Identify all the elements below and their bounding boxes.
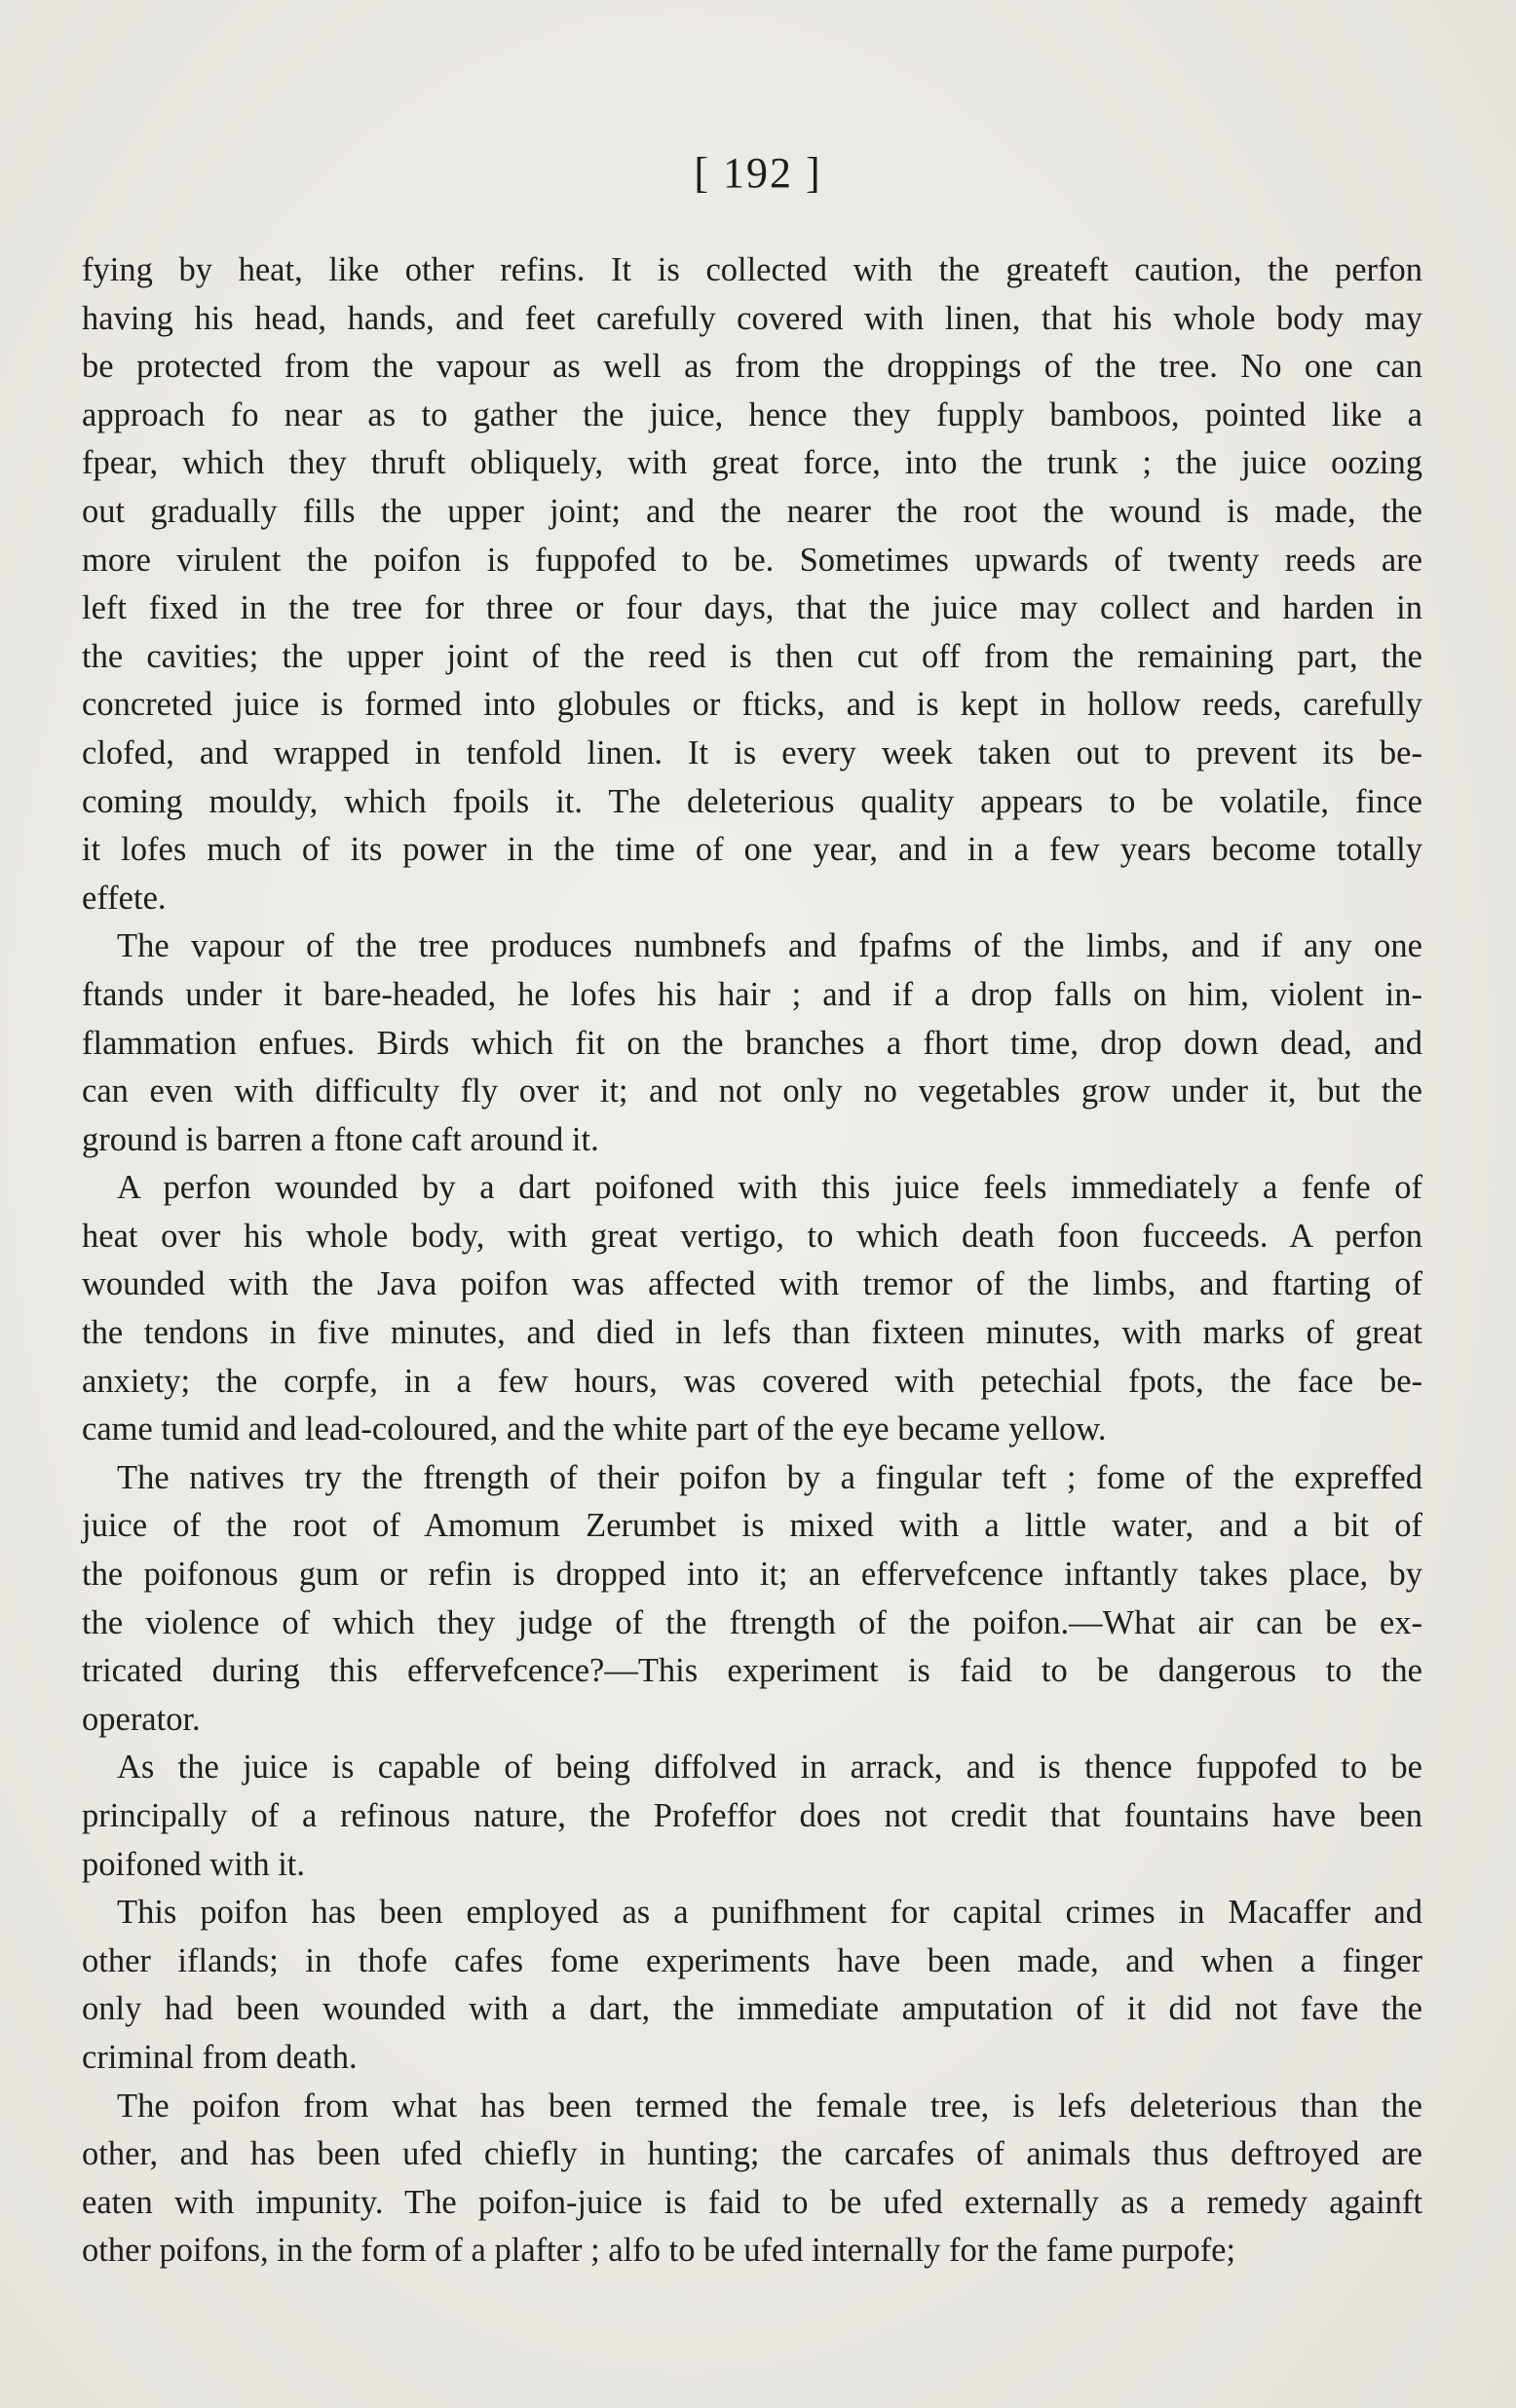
paragraph <box>82 1744 1422 1889</box>
text-line: only had been wounded with a dart, the immediate amputation of it did not fave the <box>82 1990 1422 2028</box>
text-line: the violence of which they judge of the ftrength of the poifon.—What air can be ex- <box>82 1603 1422 1641</box>
text-line: came tumid and lead-coloured, and the white part of the eye became yellow. <box>82 1411 1107 1449</box>
paragraph <box>82 1454 1422 1745</box>
text-line: As the juice is capable of being diffolved in arrack, and is thence fuppofed to be <box>117 1749 1422 1787</box>
text-line: wounded with the Java poifon was affected with tremor of the limbs, and ftarting of <box>82 1265 1422 1303</box>
text-line: This poifon has been employed as a punifhment for capital crimes in Macaffer and <box>117 1894 1422 1932</box>
text-line: it lofes much of its power in the time of one year, and in a few years become totally <box>82 831 1422 869</box>
paragraph <box>82 246 1422 922</box>
text-line: tricated during this effervefcence?—This experiment is faid to be dangerous to the <box>82 1652 1422 1690</box>
paragraph <box>82 1164 1422 1454</box>
text-line: ftands under it bare-headed, he lofes his hair ; and if a drop falls on him, violent in- <box>82 975 1422 1013</box>
text-line: juice of the root of Amomum Zerumbet is mixed with a little water, and a bit of <box>82 1507 1422 1545</box>
text-line: fying by heat, like other refins. It is collected with the greateft caution, the perfon <box>82 251 1422 288</box>
paragraph <box>82 1889 1422 2082</box>
text-line: ground is barren a ftone caft around it. <box>82 1120 599 1158</box>
text-line: coming mouldy, which fpoils it. The deleterious quality appears to be volatile, fince <box>82 782 1422 820</box>
paragraph <box>82 2083 1422 2276</box>
text-line: can even with difficulty fly over it; and not only no vegetables grow under it, but the <box>82 1072 1422 1110</box>
text-line: more virulent the poifon is fuppofed to be. Sometimes upwards of twenty reeds are <box>82 541 1422 579</box>
text-line: out gradually fills the upper joint; and the nearer the root the wound is made, the <box>82 492 1422 530</box>
text-line: other iflands; in thofe cafes fome experiments have been made, and when a finger <box>82 1941 1422 1979</box>
text-line: heat over his whole body, with great vertigo, to which death foon fucceeds. A perfon <box>82 1217 1422 1255</box>
text-line: the poifonous gum or refin is dropped into it; an effervefcence inftantly takes place, by <box>82 1556 1422 1594</box>
text-line: The vapour of the tree produces numbnefs and fpafms of the limbs, and if any one <box>117 927 1422 965</box>
text-line: concreted juice is formed into globules or fticks, and is kept in hollow reeds, carefully <box>82 686 1422 724</box>
text-line: The poifon from what has been termed the female tree, is lefs deleterious than the <box>117 2087 1422 2125</box>
text-line: eaten with impunity. The poifon-juice is faid to be ufed externally as a remedy againft <box>82 2183 1422 2221</box>
text-line: other poifons, in the form of a plafter ; alfo to be ufed internally for the fame purpofe; <box>82 2232 1236 2270</box>
text-line: the cavities; the upper joint of the reed is then cut off from the remaining part, the <box>82 637 1422 675</box>
text-line: approach fo near as to gather the juice, hence they fupply bamboos, pointed like a <box>82 395 1422 433</box>
text-line: be protected from the vapour as well as from the droppings of the tree. No one can <box>82 348 1422 386</box>
body-text <box>82 246 1422 2276</box>
text-line: A perfon wounded by a dart poifoned with this juice feels immediately a fenfe of <box>117 1169 1422 1207</box>
text-line: other, and has been ufed chiefly in hunting; the carcafes of animals thus deftroyed are <box>82 2135 1422 2173</box>
text-line: anxiety; the corpfe, in a few hours, was covered with petechial fpots, the face be- <box>82 1362 1422 1400</box>
text-line: principally of a refinous nature, the Profeffor does not credit that fountains have been <box>82 1797 1422 1834</box>
text-line: having his head, hands, and feet carefully covered with linen, that his whole body may <box>82 299 1422 337</box>
paragraph <box>82 922 1422 1164</box>
text-line: effete. <box>82 879 167 917</box>
text-line: flammation enfues. Birds which fit on the branches a fhort time, drop down dead, and <box>82 1024 1422 1062</box>
text-line: fpear, which they thruft obliquely, with great force, into the trunk ; the juice oozing <box>82 444 1422 482</box>
text-line: criminal from death. <box>82 2038 358 2076</box>
text-line: The natives try the ftrength of their poifon by a fingular teft ; fome of the expreffed <box>117 1458 1422 1496</box>
text-line: left fixed in the tree for three or four days, that the juice may collect and harden in <box>82 589 1422 627</box>
text-line: poifoned with it. <box>82 1845 306 1883</box>
text-line: operator. <box>82 1700 201 1738</box>
text-line: clofed, and wrapped in tenfold linen. It is every week taken out to prevent its be- <box>82 734 1422 771</box>
page-number: [ 192 ] <box>694 149 822 197</box>
text-line: the tendons in five minutes, and died in lefs than fixteen minutes, with marks of great <box>82 1314 1422 1352</box>
